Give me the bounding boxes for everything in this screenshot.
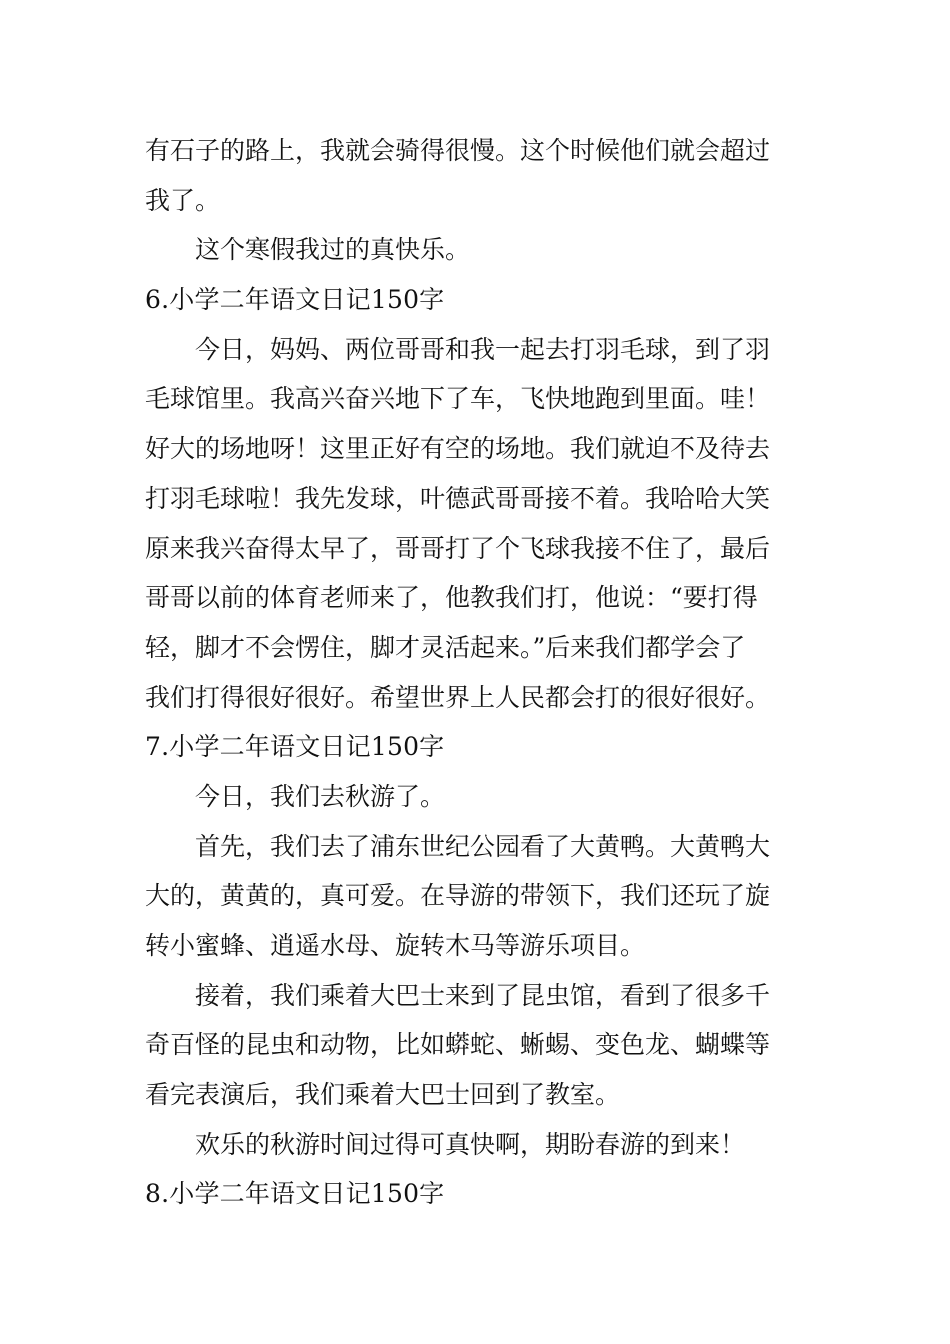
paragraph-line: 打羽毛球啦！我先发球，叶德武哥哥接不着。我哈哈大笑 (145, 483, 771, 513)
section-heading: 6.小学二年语文日记150字 (145, 285, 445, 315)
paragraph-line: 今日，我们去秋游了。 (195, 781, 446, 811)
paragraph-line: 这个寒假我过的真快乐。 (195, 235, 471, 265)
paragraph-line: 今日，妈妈、两位哥哥和我一起去打羽毛球，到了羽 (195, 334, 771, 364)
paragraph-line: 原来我兴奋得太早了，哥哥打了个飞球我接不住了，最后 (145, 533, 771, 563)
article-body (145, 126, 815, 1219)
section-heading: 8.小学二年语文日记150字 (145, 1179, 445, 1209)
paragraph-line: 毛球馆里。我高兴奋兴地下了车，飞快地跑到里面。哇！ (145, 384, 771, 414)
paragraph-line: 接着，我们乘着大巴士来到了昆虫馆，看到了很多千 (195, 980, 771, 1010)
paragraph-line: 转小蜜蜂、逍遥水母、旋转木马等游乐项目。 (145, 931, 646, 960)
paragraph-line: 好大的场地呀！这里正好有空的场地。我们就迫不及待去 (145, 434, 771, 464)
paragraph-line: 首先，我们去了浦东世纪公园看了大黄鸭。大黄鸭大 (195, 831, 771, 861)
paragraph-line: 轻，脚才不会愣住，脚才灵活起来。”后来我们都学会了 (145, 632, 746, 662)
paragraph-line: 我了。 (145, 185, 221, 215)
paragraph-line: 哥哥以前的体育老师来了，他教我们打，他说：“要打得 (145, 583, 758, 613)
paragraph-line: 奇百怪的昆虫和动物，比如蟒蛇、蜥蜴、变色龙、蝴蝶等 (145, 1030, 771, 1060)
section-heading: 7.小学二年语文日记150字 (145, 732, 445, 762)
paragraph-line: 大的，黄黄的，真可爱。在导游的带领下，我们还玩了旋 (145, 881, 771, 911)
paragraph-line: 我们打得很好很好。希望世界上人民都会打的很好很好。 (145, 682, 771, 712)
paragraph-line: 欢乐的秋游时间过得可真快啊，期盼春游的到来！ (195, 1129, 746, 1159)
paragraph-line: 有石子的路上，我就会骑得很慢。这个时候他们就会超过 (145, 136, 771, 165)
paragraph-line: 看完表演后，我们乘着大巴士回到了教室。 (145, 1080, 621, 1110)
